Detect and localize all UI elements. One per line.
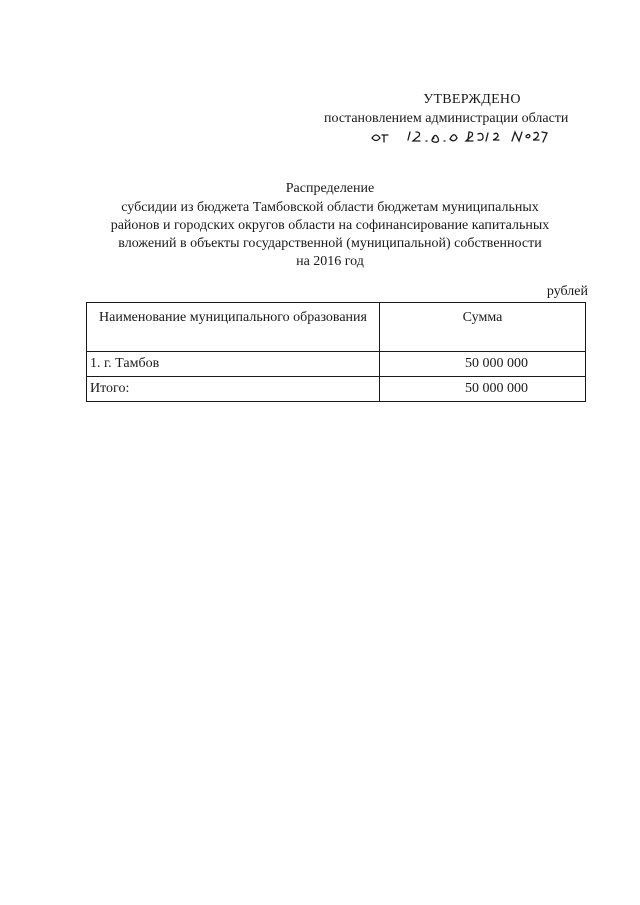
distribution-table: [86, 302, 586, 402]
header-sum: Сумма: [380, 303, 586, 352]
title-line-4: на 2016 год: [296, 254, 364, 269]
header-name: Наименование муниципального образования: [87, 303, 380, 352]
row-name: 1. г. Тамбов: [87, 352, 380, 377]
approval-decree: постановлением администрации области: [324, 111, 569, 126]
approval-stamp: УТВЕРЖДЕНО: [423, 92, 521, 107]
title-line-2: районов и городских округов области на софинансирование капитальных: [110, 218, 550, 233]
table-row: [87, 352, 586, 377]
total-name: Итого:: [87, 377, 380, 402]
approval-block: [312, 92, 592, 127]
units-label: рублей: [546, 284, 588, 299]
table-total-row: [87, 377, 586, 402]
handwritten-date-number: [370, 126, 550, 146]
document-title: [60, 180, 600, 271]
total-sum: 50 000 000: [380, 377, 586, 402]
row-sum: 50 000 000: [380, 352, 586, 377]
title-heading: Распределение: [285, 181, 375, 196]
table-header-row: [87, 303, 586, 352]
title-line-3: вложений в объекты государственной (муниципальной) собственности: [118, 236, 542, 251]
title-line-1: субсидии из бюджета Тамбовской области бюджетам муниципальных: [121, 200, 539, 215]
